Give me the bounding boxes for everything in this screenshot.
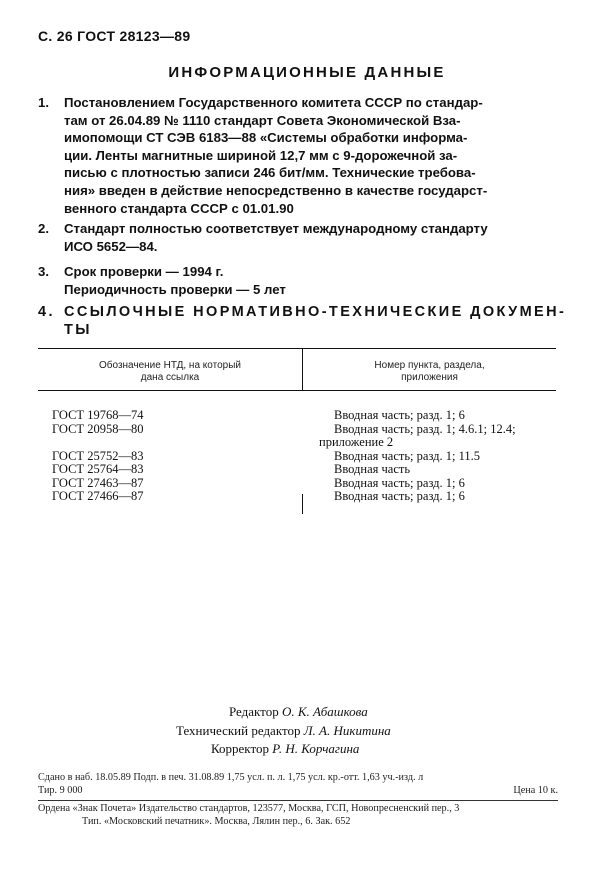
imprint — [38, 772, 558, 797]
item-line: там от 26.04.89 № 1110 стандарт Совета Экономической Вза- — [64, 112, 461, 128]
table-header-clause — [303, 360, 556, 384]
credits — [0, 703, 614, 759]
refs-heading-text — [64, 303, 567, 339]
section-title: ИНФОРМАЦИОННЫЕ ДАННЫЕ — [168, 64, 446, 81]
ref-document: ГОСТ 27463—87 — [52, 475, 144, 490]
table-header-designation — [38, 360, 302, 384]
header-line: дана ссылка — [140, 372, 200, 383]
ref-document: ГОСТ 25752—83 — [52, 448, 144, 463]
ref-document: ГОСТ 27466—87 — [52, 489, 144, 503]
item-line: ции. Ленты магнитные шириной 12,7 мм с 9-дорожечной за- — [64, 147, 458, 163]
credit-tech-editor — [0, 722, 614, 741]
table-header-rule — [38, 390, 556, 391]
item-line: имопомощи СТ СЭВ 6183—88 «Системы обработки информа- — [64, 130, 468, 146]
item-number: 2. — [38, 221, 49, 236]
table-top-rule — [38, 348, 556, 349]
credit-role: Корректор — [211, 741, 269, 757]
ref-clause: Вводная часть; разд. 1; 11.5 — [334, 448, 481, 463]
ref-document: ГОСТ 20958—80 — [52, 421, 144, 436]
refs-heading-line: ТЫ — [64, 322, 92, 338]
publisher-info — [38, 803, 558, 828]
ref-clause: Вводная часть; разд. 1; 6 — [334, 489, 465, 503]
imprint-line: Сдано в наб. 18.05.89 Подп. в печ. 31.08.89 1,75 усл. п. л. 1,75 усл. кр.-отт. 1,63 уч.-изд. л — [38, 772, 424, 783]
item-line: Стандарт полностью соответствует международному стандарту — [64, 221, 488, 236]
item-line: писью с плотностью записи 246 бит/мм. Технические требова- — [64, 165, 476, 181]
credit-name: О. К. Абашкова — [281, 704, 368, 719]
item-line: Срок проверки — 1994 г. — [64, 264, 224, 279]
credit-editor — [0, 703, 614, 722]
ref-document: ГОСТ 25764—83 — [52, 462, 144, 476]
credit-role: Технический редактор — [176, 722, 301, 738]
item-line: Постановлением Государственного комитета СССР по стандар- — [64, 95, 483, 110]
imprint-print-run: Тир. 9 000 — [38, 784, 83, 796]
item-line: ИСО 5652—84. — [64, 238, 158, 254]
item-line: Периодичность проверки — 5 лет — [64, 281, 286, 297]
imprint-price: Цена 10 к. — [513, 784, 558, 796]
item-text — [64, 220, 558, 255]
header-line: Обозначение НТД, на который — [98, 360, 241, 371]
ref-clause: приложение 2 — [319, 435, 394, 449]
imprint-rule — [38, 800, 558, 801]
publisher-line: Тип. «Московский печатник». Москва, Лялин пер., 6. Зак. 652 — [82, 815, 351, 827]
item-line: венного стандарта СССР с 01.01.90 — [64, 200, 294, 216]
credit-name: Л. А. Никитина — [303, 722, 391, 738]
item-number: 3. — [38, 264, 49, 279]
page-header: С. 26 ГОСТ 28123—89 — [38, 28, 191, 44]
credit-proofreader — [0, 740, 614, 759]
header-line: Номер пункта, раздела, — [374, 360, 485, 371]
item-text — [64, 94, 558, 217]
credit-role: Редактор — [229, 704, 279, 719]
item-text — [64, 263, 558, 298]
item-number: 4. — [38, 304, 55, 320]
ref-clause: Вводная часть; разд. 1; 6 — [334, 408, 465, 422]
header-line: приложения — [401, 372, 458, 383]
ref-clause: Вводная часть; разд. 1; 4.6.1; 12.4; — [334, 421, 516, 436]
item-line: ния» введен в действие непосредственно в качестве государст- — [64, 182, 488, 198]
refs-heading-line: ССЫЛОЧНЫЕ НОРМАТИВНО-ТЕХНИЧЕСКИЕ ДОКУМЕН- — [64, 304, 567, 320]
ref-document: ГОСТ 19768—74 — [52, 408, 144, 422]
ref-clause: Вводная часть — [334, 462, 411, 476]
ref-clause: Вводная часть; разд. 1; 6 — [334, 475, 465, 490]
credit-name: Р. Н. Корчагина — [272, 741, 360, 757]
item-number: 1. — [38, 95, 49, 110]
publisher-line: Ордена «Знак Почета» Издательство стандартов, 123577, Москва, ГСП, Новопресненский пер., 3 — [38, 803, 460, 814]
table-column-divider-end — [302, 494, 303, 514]
